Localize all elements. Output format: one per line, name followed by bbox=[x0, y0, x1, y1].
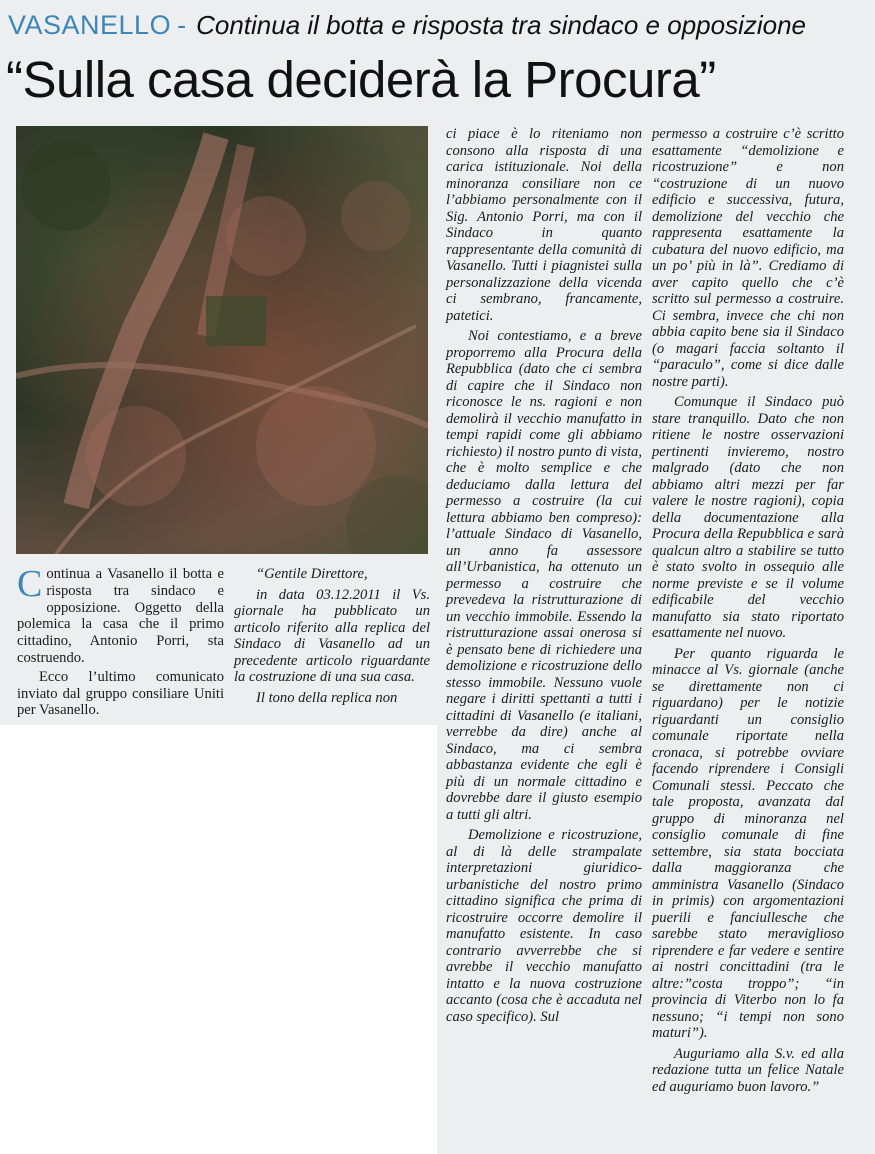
article-headline: “Sulla casa deciderà la Procura” bbox=[6, 51, 716, 108]
letter-column-1 bbox=[234, 566, 430, 710]
letter-column-2 bbox=[446, 126, 642, 1029]
lead-paragraph-1: ontinua a Vasanello il botta e risposta tra sindaco e opposizione. Oggetto della polemica la casa che il primo cittadino, Antonio Porri, sta costruendo. bbox=[17, 566, 224, 666]
kicker-subtitle: Continua il botta e risposta tra sindaco e opposizione bbox=[196, 10, 807, 40]
letter-salutation: “Gentile Direttore, bbox=[256, 566, 368, 582]
kicker-separator: - bbox=[177, 10, 187, 40]
article-lead bbox=[17, 563, 224, 721]
letter-paragraph: in data 03.12.2011 il Vs. giornale ha pubblicato un articolo riferito alla replica del Sindaco di Vasanello ad un precedente articolo riguardante la costruzione di una sua casa. bbox=[234, 586, 430, 685]
letter-paragraph: Per quanto riguarda le minacce al Vs. giornale (anche se direttamente non ci riguardano) per le notizie riguardanti un consiglio comunale riportate nella cronaca, si potrebbe ovviare facendo riprendere i Consigli Comunali stessi. Peccato che tale proposta, avanzata dal gruppo di minoranza nel consiglio comunale di fine settembre, sia stata bocciata dalla maggioranza che amministra Vasanello (Sindaco in primis) con argomentazioni puerili e fanciullesche che sarebbe stato meraviglioso riprendere e far vedere e sentire ai nostri concittadini (tra le altre:”costa troppo”; “in provincia di Viterbo non lo fa nessuno; “i tempi non sono maturi”). bbox=[652, 645, 844, 1041]
letter-paragraph: permesso a costruire c’è scritto esattamente “demolizione e ricostruzione” e non “costruzione di un nuovo edificio e successiva, futura, demolizione del vecchio che rappresenta esattamente la cubatura del nuovo edificio, ma un po’ più in là”. Crediamo di aver capito quello che c’è scritto sul permesso a costruire. Ci sembra, invece che chi non abbia capito bene sia il Sindaco (o magari faccia soltanto il “paraculo”, come si dice dalle nostre parti). bbox=[652, 126, 844, 390]
letter-paragraph: ci piace è lo riteniamo non consono alla risposta di una carica istituzionale. Noi della minoranza consiliare non ce l’abbiamo personalmente con il Sig. Antonio Porri, ma con il Sindaco in quanto rappresentante della comunità di Vasanello. Tutti i piagnistei sulla personalizzazione della vicenda ci sembrano, francamente, patetici. bbox=[446, 126, 642, 324]
letter-paragraph: Il tono della replica non bbox=[256, 689, 398, 706]
letter-paragraph: Demolizione e ricostruzione, al di là delle strampalate interpretazioni giuridico-urbanistiche del nostro primo cittadino significa che prima di ricostruire occorre demolire il manufatto esistente. In caso contrario avverrebbe che si avrebbe il vecchio manufatto intatto e la nuova costruzione accanto (cosa che è accaduta nel caso specifico). Sul bbox=[446, 827, 642, 1025]
letter-paragraph: Noi contestiamo, e a breve proporremo alla Procura della Repubblica (dato che ci sembra di capire che il Sindaco non riconosce le ns. ragioni e non demolirà il vecchio manufatto in tempi rapidi come gli abbiamo richiesto) il nostro punto di vista, che è molto semplice e che deduciamo dalla lettura del permesso a costruire (la cui lettura abbiamo ben compreso): l’attuale Sindaco di Vasanello, un anno fa assessore all’Urbanistica, ha ottenuto un permesso a costruire che prevedeva la ristrutturazione di un vecchio immobile. Essendo la ristrutturazione assai onerosa si è pensato bene di richiedere una demolizione e ricostruzione dello stesso immobile. Nessuno vuole negare i diritti spettanti a tutti i cittadini di Vasanello (e italiani, verrebbe da dire) anche al Sindaco, ma ci sembra abbastanza evidente che egli è più di un normale cittadino e dovrebbe dare il giusto esempio a tutti gli altri. bbox=[446, 328, 642, 823]
aerial-town-photo bbox=[16, 126, 428, 554]
letter-paragraph: Comunque il Sindaco può stare tranquillo. Dato che non ritiene le nostre osservazioni pertinenti invieremo, nostro malgrado (dato che non abbiamo altri mezzi per far valere le nostre ragioni), copia della documentazione alla Procura della Repubblica e sarà qualcun altro a stabilire se tutto è stato svolto in ossequio alle norme previste e se il volume edificabile del vecchio manufatto sia stato riportato esattamente nel nuovo. bbox=[652, 394, 844, 641]
letter-closing: Auguriamo alla S.v. ed alla redazione tutta un felice Natale ed auguriamo buon lavoro.” bbox=[652, 1045, 844, 1095]
letter-column-3 bbox=[652, 126, 844, 1099]
drop-cap: C bbox=[17, 563, 43, 605]
article-kicker bbox=[8, 10, 870, 46]
aerial-photo-texture bbox=[16, 126, 428, 554]
lead-paragraph-2: Ecco l’ultimo comunicato inviato dal gruppo consiliare Uniti per Vasanello. bbox=[17, 668, 224, 719]
kicker-place: VASANELLO bbox=[8, 10, 172, 40]
